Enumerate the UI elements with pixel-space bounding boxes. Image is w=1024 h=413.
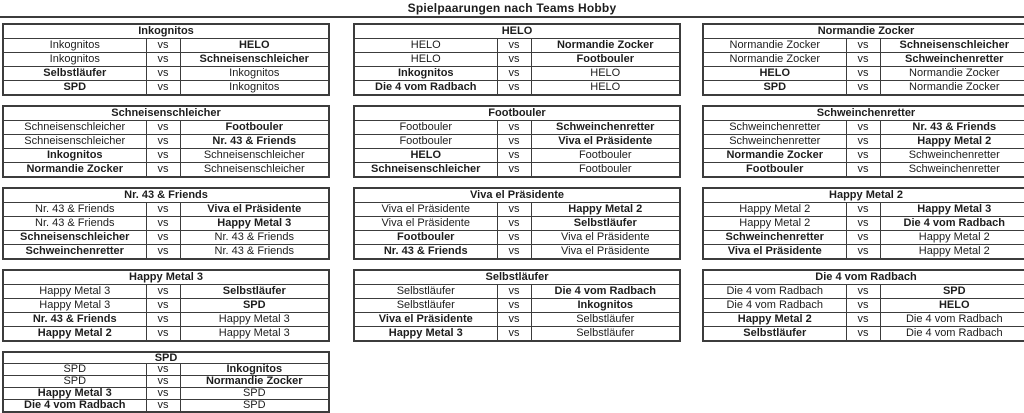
- table-title: Nr. 43 & Friends: [3, 188, 329, 203]
- match-row: [354, 285, 680, 299]
- home-team-cell: Happy Metal 3: [3, 285, 146, 299]
- vs-label: vs: [146, 217, 180, 231]
- home-team-cell: Happy Metal 2: [703, 203, 846, 217]
- match-row: [703, 203, 1024, 217]
- away-team-cell: SPD: [180, 299, 329, 313]
- table-header-row: [354, 188, 680, 203]
- home-team-cell: HELO: [354, 39, 497, 53]
- match-row: [3, 388, 329, 400]
- match-row: [354, 39, 680, 53]
- away-team-cell: Schweinchenretter: [880, 163, 1024, 178]
- vs-label: vs: [497, 39, 531, 53]
- match-row: [703, 121, 1024, 135]
- table-header-row: [703, 106, 1024, 121]
- away-team-cell: Die 4 vom Radbach: [880, 327, 1024, 342]
- home-team-cell: Footbouler: [354, 231, 497, 245]
- away-team-cell: Footbouler: [531, 53, 680, 67]
- vs-label: vs: [497, 149, 531, 163]
- away-team-cell: Happy Metal 3: [180, 313, 329, 327]
- home-team-cell: Nr. 43 & Friends: [3, 217, 146, 231]
- match-row: [3, 53, 329, 67]
- match-row: [3, 364, 329, 376]
- vs-label: vs: [497, 135, 531, 149]
- match-row: [354, 163, 680, 178]
- vs-label: vs: [497, 163, 531, 178]
- vs-label: vs: [846, 313, 880, 327]
- home-team-cell: SPD: [703, 81, 846, 96]
- vs-label: vs: [146, 53, 180, 67]
- match-row: [3, 149, 329, 163]
- match-row: [3, 376, 329, 388]
- vs-label: vs: [846, 39, 880, 53]
- vs-label: vs: [497, 217, 531, 231]
- vs-label: vs: [146, 327, 180, 342]
- vs-label: vs: [146, 299, 180, 313]
- away-team-cell: Schneisenschleicher: [180, 149, 329, 163]
- table-header-row: [3, 24, 329, 39]
- home-team-cell: Inkognitos: [3, 39, 146, 53]
- table-header-row: [3, 188, 329, 203]
- match-row: [703, 135, 1024, 149]
- table-title: Footbouler: [354, 106, 680, 121]
- away-team-cell: SPD: [880, 285, 1024, 299]
- vs-label: vs: [497, 327, 531, 342]
- away-team-cell: Nr. 43 & Friends: [180, 135, 329, 149]
- pairings-table: [353, 23, 681, 96]
- vs-label: vs: [846, 67, 880, 81]
- vs-label: vs: [146, 313, 180, 327]
- vs-label: vs: [146, 67, 180, 81]
- match-row: [3, 163, 329, 178]
- home-team-cell: Happy Metal 3: [354, 327, 497, 342]
- match-row: [703, 299, 1024, 313]
- vs-label: vs: [146, 388, 180, 400]
- pairings-table: [2, 105, 330, 178]
- match-row: [703, 67, 1024, 81]
- away-team-cell: Nr. 43 & Friends: [180, 231, 329, 245]
- table-title: Schweinchenretter: [703, 106, 1024, 121]
- vs-label: vs: [146, 121, 180, 135]
- vs-label: vs: [846, 217, 880, 231]
- match-row: [354, 149, 680, 163]
- away-team-cell: Selbstläufer: [531, 313, 680, 327]
- table-header-row: [703, 24, 1024, 39]
- table-header-row: [3, 352, 329, 364]
- pairings-table: [2, 23, 330, 96]
- away-team-cell: HELO: [531, 67, 680, 81]
- vs-label: vs: [846, 327, 880, 342]
- vs-label: vs: [146, 203, 180, 217]
- home-team-cell: Selbstläufer: [354, 285, 497, 299]
- vs-label: vs: [497, 299, 531, 313]
- vs-label: vs: [497, 53, 531, 67]
- home-team-cell: SPD: [3, 376, 146, 388]
- table-title: Die 4 vom Radbach: [703, 270, 1024, 285]
- table-header-row: [354, 106, 680, 121]
- match-row: [354, 67, 680, 81]
- title-divider: [0, 16, 1024, 18]
- away-team-cell: Viva el Präsidente: [531, 135, 680, 149]
- vs-label: vs: [497, 313, 531, 327]
- away-team-cell: Die 4 vom Radbach: [531, 285, 680, 299]
- match-row: [3, 67, 329, 81]
- match-row: [703, 231, 1024, 245]
- vs-label: vs: [146, 400, 180, 413]
- vs-label: vs: [146, 149, 180, 163]
- home-team-cell: Nr. 43 & Friends: [354, 245, 497, 260]
- away-team-cell: Normandie Zocker: [880, 67, 1024, 81]
- home-team-cell: Footbouler: [354, 121, 497, 135]
- home-team-cell: Die 4 vom Radbach: [703, 285, 846, 299]
- home-team-cell: Schneisenschleicher: [354, 163, 497, 178]
- away-team-cell: Die 4 vom Radbach: [880, 217, 1024, 231]
- home-team-cell: Inkognitos: [3, 53, 146, 67]
- match-row: [3, 285, 329, 299]
- table-header-row: [354, 24, 680, 39]
- away-team-cell: Happy Metal 2: [880, 245, 1024, 260]
- away-team-cell: Footbouler: [531, 163, 680, 178]
- away-team-cell: Normandie Zocker: [180, 376, 329, 388]
- match-row: [703, 163, 1024, 178]
- vs-label: vs: [146, 81, 180, 96]
- away-team-cell: Schweinchenretter: [880, 149, 1024, 163]
- vs-label: vs: [846, 149, 880, 163]
- pairings-table: [353, 269, 681, 342]
- home-team-cell: Happy Metal 2: [3, 327, 146, 342]
- vs-label: vs: [146, 39, 180, 53]
- match-row: [3, 39, 329, 53]
- away-team-cell: Happy Metal 2: [531, 203, 680, 217]
- vs-label: vs: [497, 231, 531, 245]
- match-row: [3, 313, 329, 327]
- match-row: [703, 285, 1024, 299]
- match-row: [3, 400, 329, 413]
- away-team-cell: Nr. 43 & Friends: [880, 121, 1024, 135]
- home-team-cell: Selbstläufer: [703, 327, 846, 342]
- away-team-cell: HELO: [880, 299, 1024, 313]
- match-row: [703, 217, 1024, 231]
- home-team-cell: Schneisenschleicher: [3, 231, 146, 245]
- home-team-cell: HELO: [703, 67, 846, 81]
- away-team-cell: Die 4 vom Radbach: [880, 313, 1024, 327]
- home-team-cell: Die 4 vom Radbach: [703, 299, 846, 313]
- vs-label: vs: [846, 121, 880, 135]
- vs-label: vs: [146, 376, 180, 388]
- vs-label: vs: [497, 67, 531, 81]
- vs-label: vs: [146, 364, 180, 376]
- away-team-cell: Normandie Zocker: [880, 81, 1024, 96]
- home-team-cell: Happy Metal 2: [703, 313, 846, 327]
- home-team-cell: Happy Metal 3: [3, 299, 146, 313]
- away-team-cell: Viva el Präsidente: [531, 231, 680, 245]
- table-title: Inkognitos: [3, 24, 329, 39]
- table-header-row: [3, 270, 329, 285]
- home-team-cell: SPD: [3, 81, 146, 96]
- away-team-cell: Inkognitos: [531, 299, 680, 313]
- home-team-cell: Schweinchenretter: [703, 231, 846, 245]
- home-team-cell: Normandie Zocker: [703, 53, 846, 67]
- match-row: [703, 81, 1024, 96]
- match-row: [703, 53, 1024, 67]
- home-team-cell: Viva el Präsidente: [703, 245, 846, 260]
- away-team-cell: Schneisenschleicher: [180, 163, 329, 178]
- pairings-table: [353, 187, 681, 260]
- away-team-cell: Happy Metal 2: [880, 231, 1024, 245]
- table-title: HELO: [354, 24, 680, 39]
- away-team-cell: Happy Metal 2: [880, 135, 1024, 149]
- match-row: [703, 39, 1024, 53]
- home-team-cell: Nr. 43 & Friends: [3, 313, 146, 327]
- table-title: Selbstläufer: [354, 270, 680, 285]
- table-title: SPD: [3, 352, 329, 364]
- away-team-cell: Footbouler: [180, 121, 329, 135]
- home-team-cell: Viva el Präsidente: [354, 203, 497, 217]
- table-header-row: [354, 270, 680, 285]
- match-row: [3, 245, 329, 260]
- match-row: [354, 53, 680, 67]
- away-team-cell: HELO: [180, 39, 329, 53]
- match-row: [3, 121, 329, 135]
- away-team-cell: Inkognitos: [180, 364, 329, 376]
- match-row: [354, 217, 680, 231]
- match-row: [703, 149, 1024, 163]
- match-row: [354, 121, 680, 135]
- home-team-cell: Viva el Präsidente: [354, 313, 497, 327]
- home-team-cell: Schneisenschleicher: [3, 121, 146, 135]
- table-header-row: [703, 188, 1024, 203]
- vs-label: vs: [846, 163, 880, 178]
- away-team-cell: Viva el Präsidente: [180, 203, 329, 217]
- match-row: [354, 231, 680, 245]
- page-title: Spielpaarungen nach Teams Hobby: [407, 1, 617, 15]
- away-team-cell: Selbstläufer: [531, 327, 680, 342]
- vs-label: vs: [846, 81, 880, 96]
- match-row: [3, 299, 329, 313]
- vs-label: vs: [497, 121, 531, 135]
- home-team-cell: Happy Metal 3: [3, 388, 146, 400]
- match-row: [3, 217, 329, 231]
- vs-label: vs: [146, 163, 180, 178]
- vs-label: vs: [846, 135, 880, 149]
- match-row: [703, 313, 1024, 327]
- match-row: [3, 231, 329, 245]
- table-title: Schneisenschleicher: [3, 106, 329, 121]
- away-team-cell: Nr. 43 & Friends: [180, 245, 329, 260]
- away-team-cell: Happy Metal 3: [180, 327, 329, 342]
- table-header-row: [703, 270, 1024, 285]
- home-team-cell: HELO: [354, 149, 497, 163]
- vs-label: vs: [497, 245, 531, 260]
- pairings-table: [2, 269, 330, 342]
- away-team-cell: Viva el Präsidente: [531, 245, 680, 260]
- away-team-cell: Selbstläufer: [531, 217, 680, 231]
- vs-label: vs: [146, 231, 180, 245]
- away-team-cell: Happy Metal 3: [180, 217, 329, 231]
- away-team-cell: Inkognitos: [180, 81, 329, 96]
- match-row: [3, 203, 329, 217]
- vs-label: vs: [846, 231, 880, 245]
- home-team-cell: Footbouler: [703, 163, 846, 178]
- vs-label: vs: [846, 203, 880, 217]
- away-team-cell: SPD: [180, 388, 329, 400]
- home-team-cell: Die 4 vom Radbach: [354, 81, 497, 96]
- home-team-cell: Selbstläufer: [354, 299, 497, 313]
- home-team-cell: Schweinchenretter: [703, 121, 846, 135]
- home-team-cell: Happy Metal 2: [703, 217, 846, 231]
- home-team-cell: Inkognitos: [3, 149, 146, 163]
- away-team-cell: Inkognitos: [180, 67, 329, 81]
- vs-label: vs: [497, 203, 531, 217]
- vs-label: vs: [846, 53, 880, 67]
- home-team-cell: Schweinchenretter: [703, 135, 846, 149]
- match-row: [703, 245, 1024, 260]
- match-row: [354, 299, 680, 313]
- pairings-table: [2, 351, 330, 413]
- vs-label: vs: [497, 81, 531, 96]
- vs-label: vs: [497, 285, 531, 299]
- away-team-cell: Schweinchenretter: [880, 53, 1024, 67]
- table-title: Happy Metal 3: [3, 270, 329, 285]
- match-row: [3, 135, 329, 149]
- home-team-cell: Footbouler: [354, 135, 497, 149]
- home-team-cell: Viva el Präsidente: [354, 217, 497, 231]
- home-team-cell: Schweinchenretter: [3, 245, 146, 260]
- pairings-table: [353, 105, 681, 178]
- vs-label: vs: [846, 299, 880, 313]
- table-title: Normandie Zocker: [703, 24, 1024, 39]
- away-team-cell: Footbouler: [531, 149, 680, 163]
- vs-label: vs: [146, 135, 180, 149]
- pairings-table: [702, 187, 1024, 260]
- vs-label: vs: [146, 245, 180, 260]
- match-row: [354, 327, 680, 342]
- match-row: [354, 313, 680, 327]
- match-row: [3, 327, 329, 342]
- vs-label: vs: [146, 285, 180, 299]
- home-team-cell: HELO: [354, 53, 497, 67]
- home-team-cell: Normandie Zocker: [703, 149, 846, 163]
- match-row: [3, 81, 329, 96]
- home-team-cell: Normandie Zocker: [703, 39, 846, 53]
- home-team-cell: Nr. 43 & Friends: [3, 203, 146, 217]
- vs-label: vs: [846, 245, 880, 260]
- away-team-cell: Schneisenschleicher: [880, 39, 1024, 53]
- table-title: Happy Metal 2: [703, 188, 1024, 203]
- away-team-cell: Schneisenschleicher: [180, 53, 329, 67]
- away-team-cell: Schweinchenretter: [531, 121, 680, 135]
- pairings-table: [2, 187, 330, 260]
- away-team-cell: Normandie Zocker: [531, 39, 680, 53]
- pairings-table: [702, 269, 1024, 342]
- match-row: [703, 327, 1024, 342]
- pairings-table: [702, 105, 1024, 178]
- match-row: [354, 245, 680, 260]
- away-team-cell: SPD: [180, 400, 329, 413]
- table-title: Viva el Präsidente: [354, 188, 680, 203]
- home-team-cell: Selbstläufer: [3, 67, 146, 81]
- table-header-row: [3, 106, 329, 121]
- match-row: [354, 81, 680, 96]
- pairings-table: [702, 23, 1024, 96]
- home-team-cell: Inkognitos: [354, 67, 497, 81]
- home-team-cell: Normandie Zocker: [3, 163, 146, 178]
- away-team-cell: Selbstläufer: [180, 285, 329, 299]
- vs-label: vs: [846, 285, 880, 299]
- match-row: [354, 135, 680, 149]
- away-team-cell: HELO: [531, 81, 680, 96]
- away-team-cell: Happy Metal 3: [880, 203, 1024, 217]
- match-row: [354, 203, 680, 217]
- home-team-cell: SPD: [3, 364, 146, 376]
- home-team-cell: Schneisenschleicher: [3, 135, 146, 149]
- home-team-cell: Die 4 vom Radbach: [3, 400, 146, 413]
